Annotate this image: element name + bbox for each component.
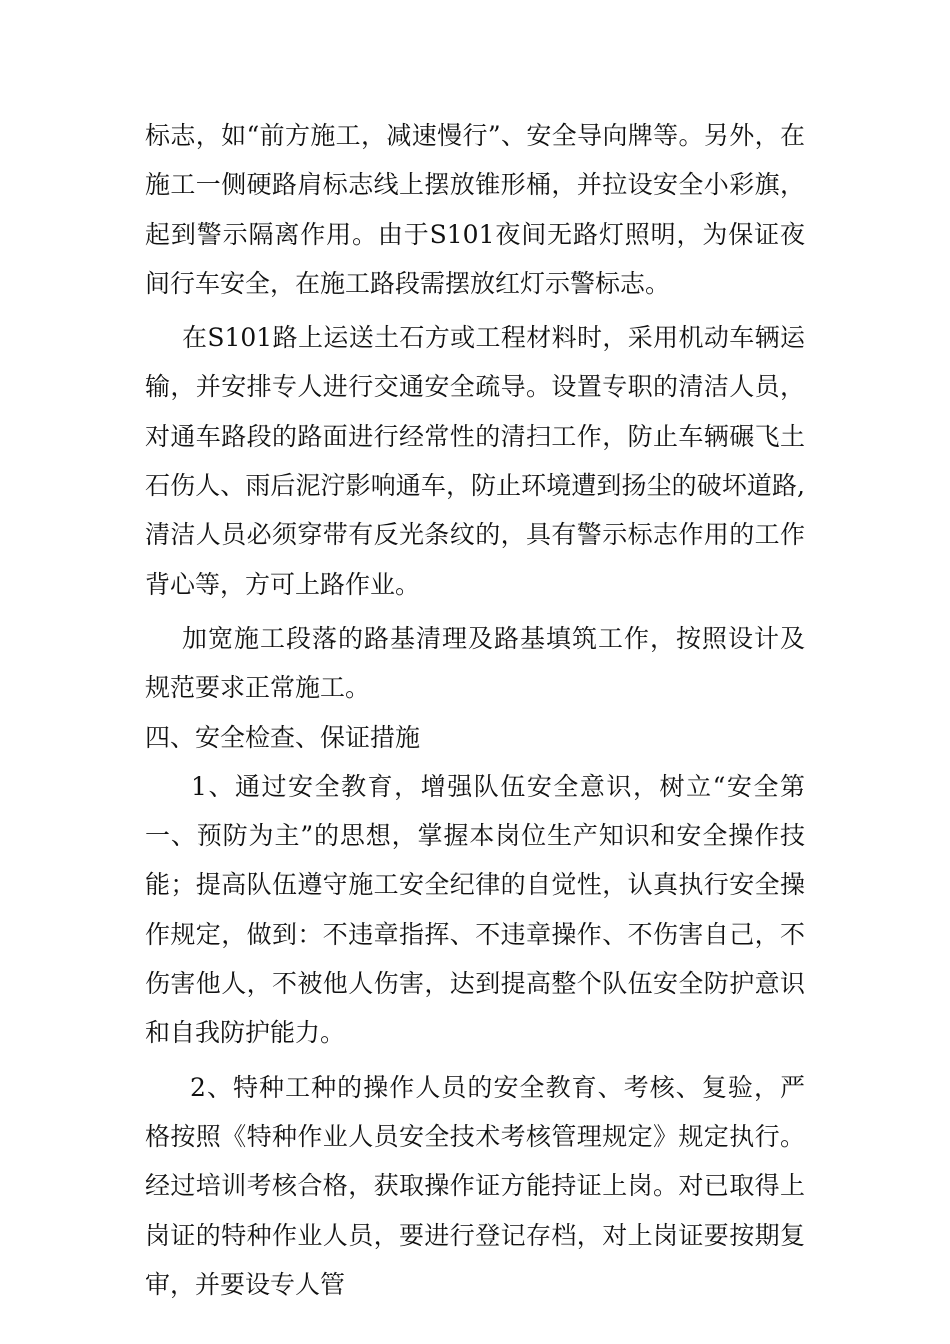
document-body [145,111,805,1309]
paragraph-special-operators: 2、特种工种的操作人员的安全教育、考核、复验，严格按照《特种作业人员安全技术考核管理规定》规定执行。经过培训考核合格，获取操作证方能持证上岗。对已取得上岗证的特种作业人员，要进行登记存档，对上岗证要按期复审，并要设专人管 [145,1072,805,1299]
paragraph-material-transport: 在S101路上运送土石方或工程材料时，采用机动车辆运输，并安排专人进行交通安全疏导。设置专职的清洁人员，对通车路段的路面进行经常性的清扫工作，防止车辆碾飞土石伤人、雨后泥泞影响通车，防止环境遭到扬尘的破坏道路,清洁人员必须穿带有反光条纹的，具有警示标志作用的工作背心等，方可上路作业。 [145,323,805,599]
paragraph-warning-signs: 标志，如“前方施工，减速慢行”、安全导向牌等。另外，在施工一侧硬路肩标志线上摆放锥形桶，并拉设安全小彩旗，起到警示隔离作用。由于S101夜间无路灯照明，为保证夜间行车安全，在施工路段需摆放红灯示警标志。 [145,121,805,298]
paragraph-safety-education: 1、通过安全教育，增强队伍安全意识，树立“安全第一、预防为主”的思想，掌握本岗位生产知识和安全操作技能；提高队伍遵守施工安全纪律的自觉性，认真执行安全操作规定，做到：不违章指挥、不违章操作、不伤害自己，不伤害他人，不被他人伤害，达到提高整个队伍安全防护意识和自我防护能力。 [145,771,805,1048]
section-heading-safety-inspection: 四、安全检查、保证措施 [145,722,421,752]
paragraph-roadbed-widening: 加宽施工段落的路基清理及路基填筑工作，按照设计及规范要求正常施工。 [145,623,805,703]
